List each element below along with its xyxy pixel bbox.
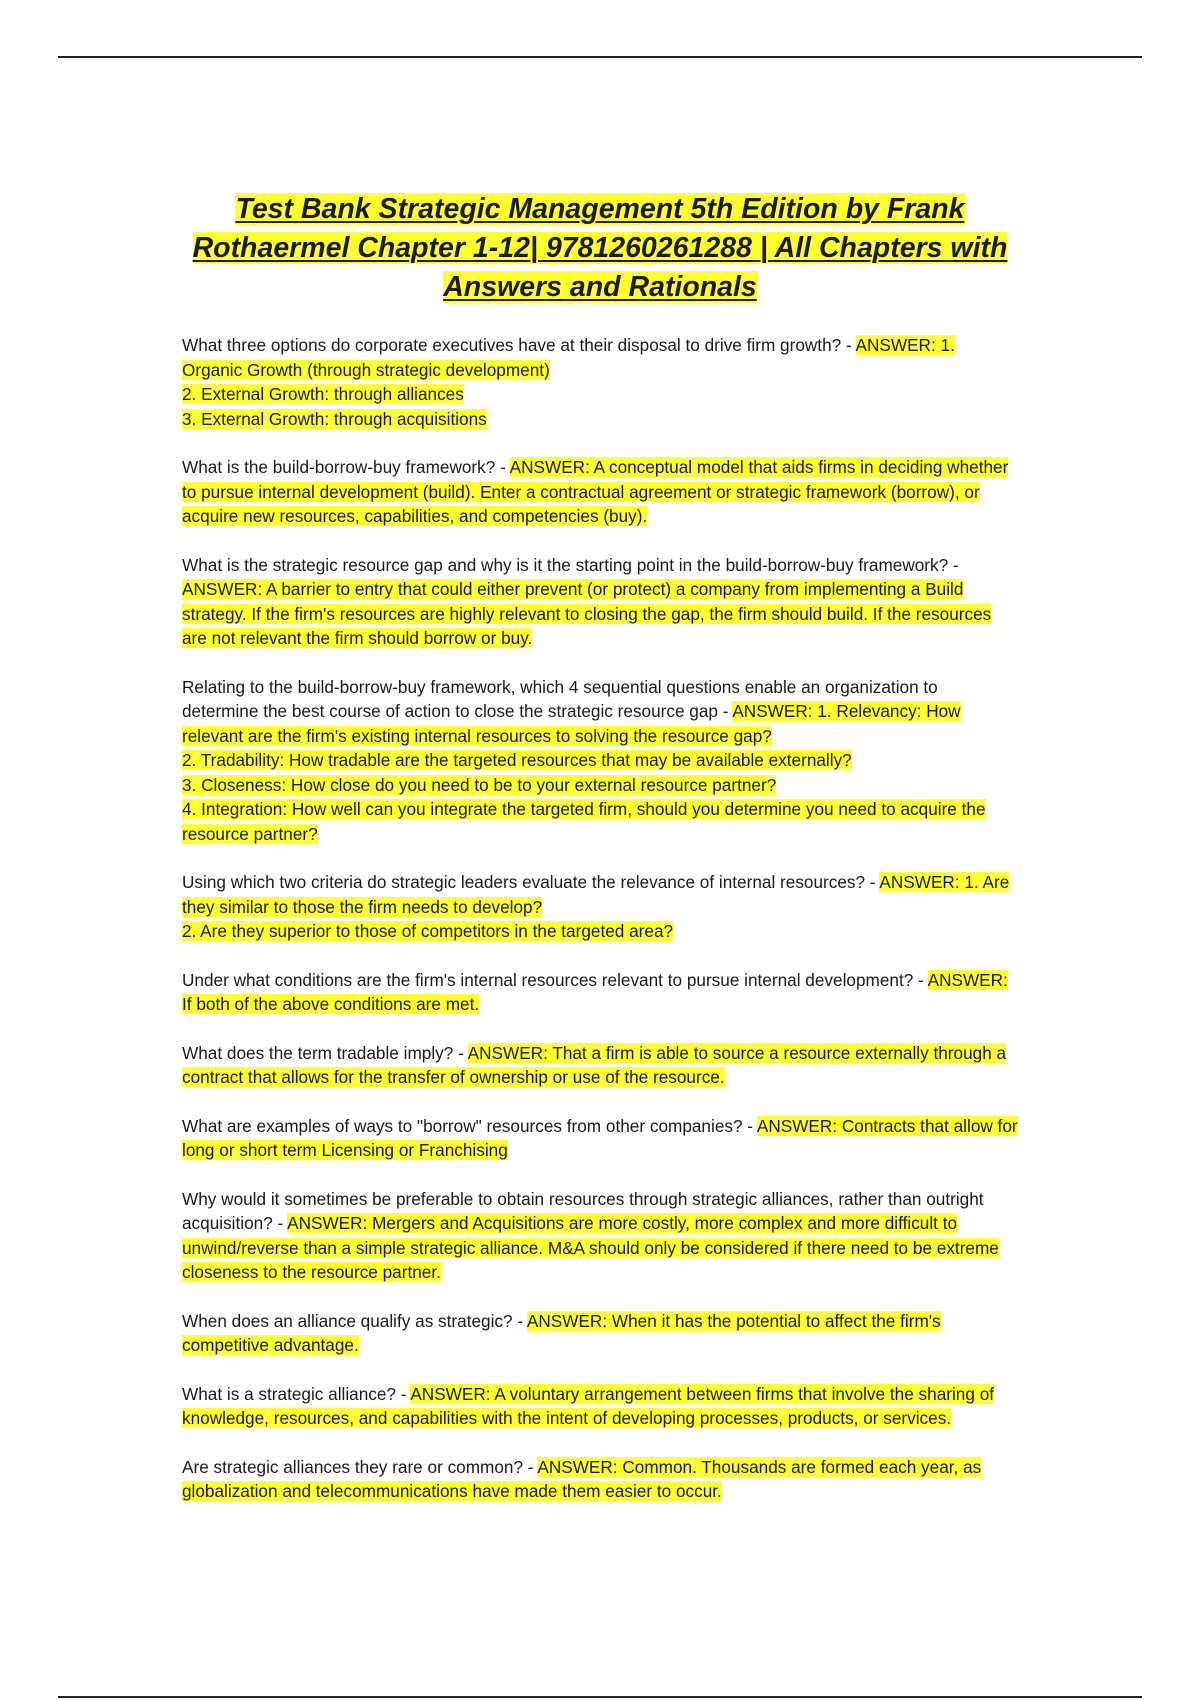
document-body [182, 190, 1018, 1528]
qa-item-4 [182, 675, 1018, 847]
question-text: What does the term tradable imply? - [182, 1042, 468, 1063]
qa-item-5 [182, 870, 1018, 944]
question-text: Under what conditions are the firm's internal resources relevant to pursue internal development? - [182, 969, 928, 990]
qa-item-7 [182, 1041, 1018, 1090]
answer-text: ANSWER: 1. Organic Growth (through strategic development) [182, 335, 955, 380]
question-text: Using which two criteria do strategic leaders evaluate the relevance of internal resources? - [182, 872, 880, 892]
answer-text: ANSWER: When it has the potential to affect the firm's competitive advantage. [182, 1310, 941, 1355]
title-line-2: Rothaermel Chapter 1-12| 9781260261288 | All Chapters with [192, 232, 1008, 264]
qa-item-11 [182, 1382, 1018, 1431]
qa-item-6 [182, 968, 1018, 1017]
answer-text: 2. Tradability: How tradable are the targeted resources that may be available externally? [182, 750, 852, 770]
question-text: What is the build-borrow-buy framework? - [182, 457, 510, 477]
answer-text: ANSWER: 1. Are they similar to those the firm needs to develop? [182, 872, 1010, 917]
top-rule [58, 56, 1142, 58]
qa-item-10 [182, 1309, 1018, 1358]
question-text: When does an alliance qualify as strategic? - [182, 1310, 527, 1331]
qa-item-3 [182, 553, 1018, 651]
question-text: Why would it sometimes be preferable to obtain resources through strategic alliances, rather than outright acquisition? - [182, 1188, 984, 1233]
answer-text: ANSWER: Contracts that allow for long or short term Licensing or Franchising [182, 1115, 1018, 1160]
qa-item-2 [182, 455, 1018, 529]
answer-text: 2. External Growth: through alliances [182, 384, 464, 404]
question-text: What are examples of ways to "borrow" resources from other companies? - [182, 1115, 757, 1136]
answer-text: ANSWER: Common. Thousands are formed each year, as globalization and telecommunications have made them easier to occur. [182, 1456, 982, 1501]
question-text: What three options do corporate executives have at their disposal to drive firm growth? - [182, 335, 856, 355]
title-line-3: Answers and Rationals [443, 271, 757, 303]
answer-text: 4. Integration: How well can you integrate the targeted firm, should you determine you need to acquire the resource partner? [182, 799, 986, 844]
question-text: What is a strategic alliance? - [182, 1383, 411, 1404]
answer-text: 2. Are they superior to those of competitors in the targeted area? [182, 921, 674, 941]
question-text: Relating to the build-borrow-buy framework, which 4 sequential questions enable an organization to determine the best course of action to close the strategic resource gap - [182, 676, 938, 721]
answer-text: ANSWER: If both of the above conditions are met. [182, 969, 1008, 1014]
qa-item-12 [182, 1455, 1018, 1504]
question-text: Are strategic alliances they rare or common? - [182, 1456, 538, 1477]
answer-text: 3. Closeness: How close do you need to be to your external resource partner? [182, 774, 777, 795]
question-text: What is the strategic resource gap and why is it the starting point in the build-borrow-buy framework? - [182, 554, 959, 575]
answer-text: ANSWER: A voluntary arrangement between firms that involve the sharing of knowledge, resources, and capabilities with the intent of developing processes, products, or services. [182, 1383, 995, 1428]
answer-text: ANSWER: Mergers and Acquisitions are more costly, more complex and more difficult to unwind/reverse than a simple strategic alliance. M&A should only be considered if there need to be extreme closeness to the resource partner. [182, 1213, 999, 1282]
qa-item-8 [182, 1114, 1018, 1163]
answer-text: ANSWER: A conceptual model that aids firms in deciding whether to pursue internal development (build). Enter a contractual agreement or strategic framework (borrow), or acquire new resources, capabilities, and competencies (buy). [182, 457, 1009, 526]
answer-text: ANSWER: That a firm is able to source a resource externally through a contract that allows for the transfer of ownership or use of the resource. [182, 1042, 1007, 1087]
answer-text: 3. External Growth: through acquisitions [182, 408, 487, 429]
answer-text: ANSWER: 1. Relevancy: How relevant are the firm's existing internal resources to solving the resource gap? [182, 701, 961, 746]
bottom-rule [58, 1696, 1142, 1698]
document-title [182, 190, 1018, 307]
title-line-1: Test Bank Strategic Management 5th Edition by Frank [235, 193, 965, 225]
qa-item-1 [182, 333, 1018, 431]
answer-text: ANSWER: A barrier to entry that could either prevent (or protect) a company from implementing a Build strategy. If the firm's resources are highly relevant to closing the gap, the firm should build. If the resources are not relevant the firm should borrow or buy. [182, 579, 992, 648]
qa-item-9 [182, 1187, 1018, 1285]
